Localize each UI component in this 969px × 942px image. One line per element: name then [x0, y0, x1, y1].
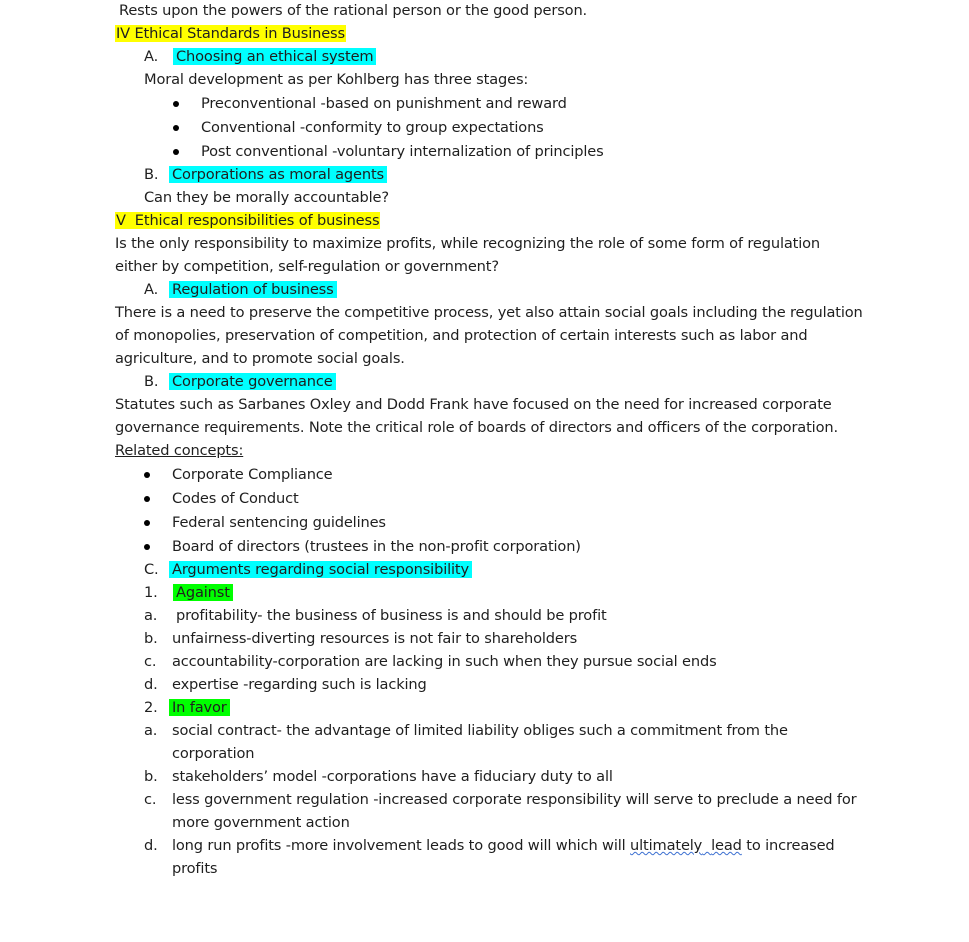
bullet-icon	[173, 125, 179, 131]
spellcheck-flagged-gap	[702, 837, 711, 854]
favor-item-c-line-2: more government action	[172, 814, 350, 831]
bullet-icon	[144, 520, 150, 526]
against-title-text: Against	[173, 584, 233, 601]
section-iv-heading-text: IV Ethical Standards in Business	[116, 25, 345, 42]
against-marker: 1.	[144, 584, 158, 601]
governance-paragraph-line-1: Statutes such as Sarbanes Oxley and Dodd Frank have focused on the need for increased corporate	[115, 396, 832, 413]
against-title	[173, 583, 233, 603]
subsection-v-c-marker: C.	[144, 561, 159, 578]
governance-paragraph-line-2: governance requirements. Note the critical role of boards of directors and officers of the corporation.	[115, 419, 838, 436]
favor-a-marker: a.	[144, 722, 158, 739]
subsection-a-title	[173, 47, 376, 67]
kohlberg-stage-1: Preconventional -based on punishment and reward	[201, 95, 567, 112]
favor-c-marker: c.	[144, 791, 157, 808]
related-item: Board of directors (trustees in the non-profit corporation)	[172, 538, 581, 555]
bullet-icon	[144, 544, 150, 550]
favor-item-d-post: to increased	[741, 837, 835, 854]
subsection-v-c-title-text: Arguments regarding social responsibility	[169, 561, 472, 578]
subsection-b-marker: B.	[144, 166, 159, 183]
subsection-v-a-title-text: Regulation of business	[169, 281, 337, 298]
favor-item-b: stakeholders’ model -corporations have a fiduciary duty to all	[172, 768, 613, 785]
favor-item-a-line-1: social contract- the advantage of limited liability obliges such a commitment from the	[172, 722, 788, 739]
subsection-a-marker: A.	[144, 48, 159, 65]
subsection-a-title-text: Choosing an ethical system	[173, 48, 376, 65]
subsection-v-a-title	[169, 280, 337, 300]
section-v-heading-text: V Ethical responsibilities of business	[116, 212, 380, 229]
favor-marker: 2.	[144, 699, 158, 716]
against-item-b: unfairness-diverting resources is not fair to shareholders	[172, 630, 578, 647]
section-v-paragraph-line-2: either by competition, self-regulation or government?	[115, 258, 499, 275]
subsection-v-b-marker: B.	[144, 373, 159, 390]
favor-b-marker: b.	[144, 768, 158, 785]
favor-item-c-line-1: less government regulation -increased corporate responsibility will serve to preclude a need for	[172, 791, 857, 808]
favor-item-a-line-2: corporation	[172, 745, 255, 762]
subsection-v-b-title	[169, 372, 336, 392]
against-d-marker: d.	[144, 676, 158, 693]
related-concepts-text: Related concepts:	[115, 442, 244, 459]
against-item-c: accountability-corporation are lacking in such when they pursue social ends	[172, 653, 717, 670]
kohlberg-intro: Moral development as per Kohlberg has three stages:	[144, 71, 529, 88]
favor-d-marker: d.	[144, 837, 158, 854]
bullet-icon	[173, 149, 179, 155]
moral-question: Can they be morally accountable?	[144, 189, 389, 206]
subsection-v-a-marker: A.	[144, 281, 159, 298]
related-item: Codes of Conduct	[172, 490, 299, 507]
bullet-icon	[144, 496, 150, 502]
favor-item-d-line-2: profits	[172, 860, 218, 877]
intro-line: Rests upon the powers of the rational person or the good person.	[119, 2, 588, 19]
favor-title-text: In favor	[169, 699, 230, 716]
bullet-icon	[144, 472, 150, 478]
section-iv-heading	[115, 24, 346, 44]
against-a-marker: a.	[144, 607, 158, 624]
kohlberg-stage-3: Post conventional -voluntary internalization of principles	[201, 143, 604, 160]
subsection-b-title	[169, 165, 387, 185]
section-v-heading	[115, 211, 380, 231]
against-item-a: profitability- the business of business is and should be profit	[176, 607, 607, 624]
kohlberg-stage-2: Conventional -conformity to group expectations	[201, 119, 544, 136]
regulation-paragraph-line-2: of monopolies, preservation of competition, and protection of certain interests such as labor and	[115, 327, 808, 344]
related-item: Federal sentencing guidelines	[172, 514, 386, 531]
related-concepts-heading	[115, 441, 243, 461]
favor-item-d-line-1	[172, 836, 835, 856]
against-c-marker: c.	[144, 653, 157, 670]
spellcheck-flagged-word[interactable]: lead	[711, 837, 742, 854]
against-b-marker: b.	[144, 630, 158, 647]
subsection-b-title-text: Corporations as moral agents	[169, 166, 387, 183]
subsection-v-b-title-text: Corporate governance	[169, 373, 336, 390]
against-item-d: expertise -regarding such is lacking	[172, 676, 427, 693]
favor-title	[169, 698, 230, 718]
favor-item-d-pre: long run profits -more involvement leads to good will which will	[172, 837, 631, 854]
subsection-v-c-title	[169, 560, 472, 580]
related-item: Corporate Compliance	[172, 466, 333, 483]
regulation-paragraph-line-1: There is a need to preserve the competitive process, yet also attain social goals including the regulation	[115, 304, 863, 321]
spellcheck-flagged-word[interactable]: ultimately	[630, 837, 703, 854]
bullet-icon	[173, 101, 179, 107]
regulation-paragraph-line-3: agriculture, and to promote social goals.	[115, 350, 405, 367]
section-v-paragraph-line-1: Is the only responsibility to maximize profits, while recognizing the role of some form of regulation	[115, 235, 821, 252]
